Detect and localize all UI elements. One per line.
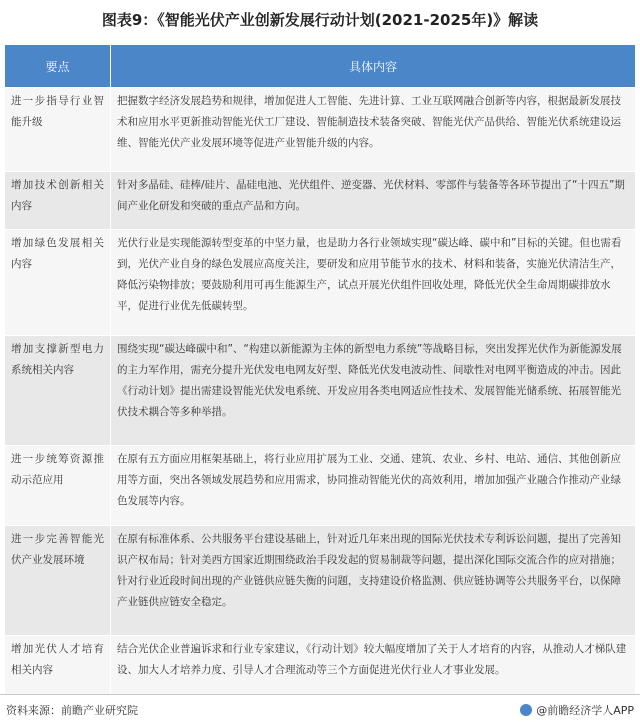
row-point: 增加光伏人才培育相关内容 — [5, 636, 111, 696]
table-header-row — [5, 45, 636, 88]
brand-logo-icon — [520, 704, 532, 716]
row-point: 增加支撑新型电力系统相关内容 — [5, 336, 111, 446]
header-point: 要点 — [5, 45, 111, 88]
brand-text: @前瞻经济学人APP — [536, 704, 634, 717]
table-row — [5, 230, 636, 336]
table-row — [5, 636, 636, 696]
row-content: 光伏行业是实现能源转型变革的中坚力量，也是助力各行业领域实现“碳达峰、碳中和”目标的关键。但也需看到，光伏产业自身的绿色发展应高度关注，要研发和应用节能节水的技术、材料和装备，实施光伏清洁生产，降低污染物排放；要鼓励利用可再生能源生产，试点开展光伏组件回收处理，降低光伏全生命周期碳排放水平，促进行业优先低碳转型。 — [111, 230, 636, 336]
row-content: 针对多晶硅、硅棒/硅片、晶硅电池、光伏组件、逆变器、光伏材料、零部件与装备等各环节提出了“十四五”期间产业化研发和突破的重点产品和方向。 — [111, 172, 636, 230]
row-content: 结合光伏企业普遍诉求和行业专家建议，《行动计划》较大幅度增加了关于人才培育的内容，从推动人才梯队建设、加大人才培养力度、引导人才合理流动等三个方面促进光伏行业人才事业发展。 — [111, 636, 636, 696]
policy-table — [4, 44, 636, 696]
table-row — [5, 336, 636, 446]
row-content: 把握数字经济发展趋势和规律，增加促进人工智能、先进计算、工业互联网融合创新等内容，根据最新发展技术和应用水平更新推动智能光伏工厂建设、智能制造技术装备突破、智能光伏产品供给、智能光伏系统建设运维、智能光伏产业发展环境等促进产业智能升级的内容。 — [111, 88, 636, 172]
source-text: 资料来源：前瞻产业研究院 — [6, 704, 138, 717]
table-row — [5, 446, 636, 526]
row-content: 在原有标准体系、公共服务平台建设基础上，针对近几年来出现的国际光伏技术专利诉讼问题，提出了完善知识产权布局；针对美西方国家近期围绕政治手段发起的贸易制裁等问题，提出深化国际交流合作的应对措施；针对行业近段时间出现的产业链供应链失衡的问题，支持建设价格监测、供应链协调等公共服务平台，以保障产业链供应链安全稳定。 — [111, 526, 636, 636]
row-point: 进一步指导行业智能升级 — [5, 88, 111, 172]
footer — [0, 694, 640, 725]
row-content: 围绕实现“碳达峰碳中和”、“构建以新能源为主体的新型电力系统”等战略目标，突出发挥光伏作为新能源发展的主力军作用，需充分提升光伏发电电网友好型、降低光伏发电波动性、间歇性对电网平衡造成的冲击。因此《行动计划》提出需建设智能光伏发电系统、开发应用各类电网适应性技术、发展智能光储系统、拓展智能光伏技术耦合等多种举措。 — [111, 336, 636, 446]
table-row — [5, 88, 636, 172]
table-row — [5, 172, 636, 230]
row-point: 进一步完善智能光伏产业发展环境 — [5, 526, 111, 636]
row-point: 增加绿色发展相关内容 — [5, 230, 111, 336]
figure-title: 图表9：《智能光伏产业创新发展行动计划(2021-2025年)》解读 — [101, 11, 539, 29]
row-point: 增加技术创新相关内容 — [5, 172, 111, 230]
table-row — [5, 526, 636, 636]
row-content: 在原有五方面应用框架基础上，将行业应用扩展为工业、交通、建筑、农业、乡村、电站、通信、其他创新应用等方面，突出各领域发展趋势和应用需求，协同推动智能光伏的高效利用，增加加强产业融合作推动产业绿色发展等内容。 — [111, 446, 636, 526]
brand — [520, 702, 634, 718]
row-point: 进一步统筹资源推动示范应用 — [5, 446, 111, 526]
header-content: 具体内容 — [111, 45, 636, 88]
